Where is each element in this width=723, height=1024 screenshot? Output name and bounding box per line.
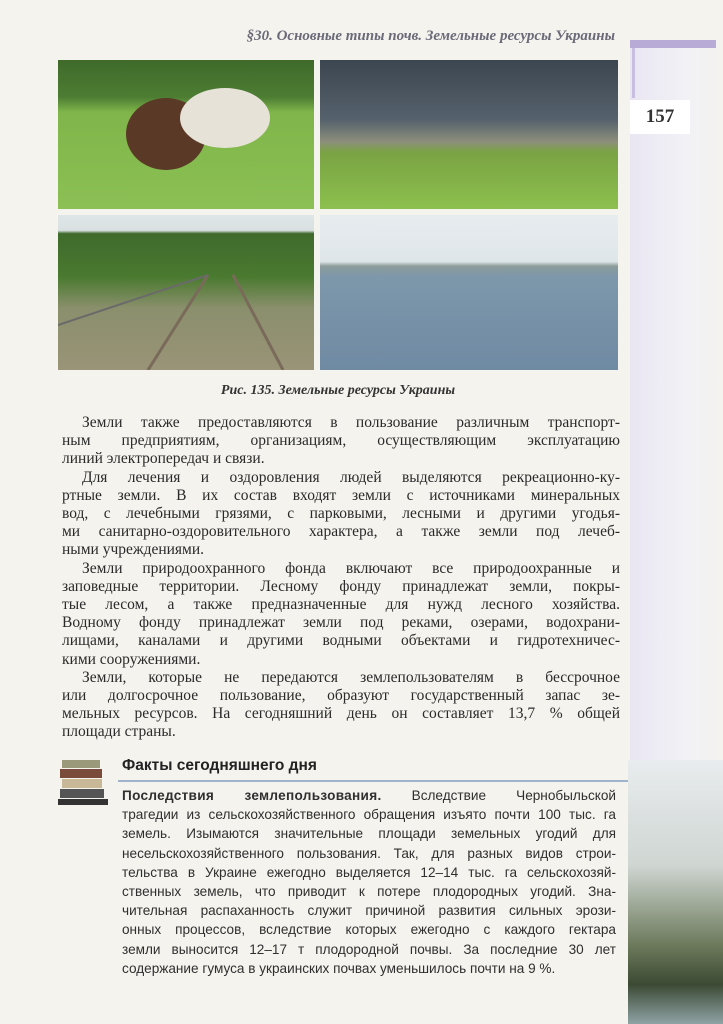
facts-lead: Последствия землепользования. — [122, 788, 382, 803]
text-line: земель. Изымаются значительные площади земельных угодий для — [122, 826, 616, 842]
text-line: тые лесом, а также предназначенные для нужд лесного хозяйства. — [62, 596, 620, 614]
facts-heading: Факты сегодняшнего дня — [122, 757, 317, 774]
text-line: заповедные территории. Лесному фонду принадлежат земли, покры- — [62, 577, 620, 595]
text-line: несельскохозяйственного пользования. Так, для разных видов строи- — [122, 845, 616, 861]
margin-band — [630, 40, 723, 760]
body-text — [62, 414, 620, 742]
books-icon — [58, 758, 110, 806]
text-line: мельных ресурсов. На сегодняшний день он составляет 13,7 % общей — [62, 705, 620, 723]
photo-field-haystacks — [320, 60, 618, 209]
text-line: ми санитарно-оздоровительного характера, а также земли под лечеб- — [62, 523, 620, 541]
text-line: ственных земель, что приводит к потере плодородных угодий. Зна- — [122, 884, 616, 900]
margin-accent-bar — [630, 40, 716, 48]
text-line: земли выносится 12–17 т плодородной почвы. За последние 30 лет — [122, 941, 616, 957]
text-line: Земли природоохранного фонда включают все природоохранные и — [82, 559, 620, 577]
text-line: онных процессов, вследствие которых ежегодно с каждого гектара — [122, 922, 616, 938]
text-line: тельства в Украине ежегодно выделяется 12–14 тыс. га сельскохозяй- — [122, 864, 616, 880]
text-line: ным предприятиям, организациям, осуществляющим эксплуатацию — [62, 432, 620, 450]
facts-text — [122, 786, 616, 978]
photo-waterfall-tree — [628, 760, 723, 1024]
margin-box — [632, 48, 715, 98]
facts-first-line — [122, 786, 616, 805]
text-line: площади страны. — [62, 723, 176, 741]
text-line: ртные земли. В их состав входят земли с источниками минеральных — [62, 486, 620, 504]
photo-railway — [58, 215, 314, 370]
text-line: Водному фонду принадлежат земли под реками, озерами, водохрани- — [62, 614, 620, 632]
text-line: Земли, которые не передаются землепользователям в бессрочное — [82, 668, 620, 686]
sheep-white — [180, 88, 270, 148]
text-line: кими сооружениями. — [62, 650, 201, 668]
text-line: Вследствие Чернобыльской — [381, 788, 616, 803]
text-line: Для лечения и оздоровления людей выделяются рекреационно-ку- — [82, 468, 620, 486]
text-line: Земли также предоставляются в пользование различным транспорт- — [82, 414, 620, 431]
text-line: содержание гумуса в украинских почвах уменьшилось почти на 9 %. — [122, 960, 556, 976]
figure-caption: Рис. 135. Земельные ресурсы Украины — [220, 383, 456, 398]
photo-sheep-pasture — [58, 60, 314, 209]
page-number: 157 — [630, 100, 690, 134]
text-line: или долгосрочное пользование, образуют государственный запас зе- — [62, 687, 620, 705]
running-head: §30. Основные типы почв. Земельные ресурсы Украины — [246, 28, 615, 44]
railway-tracks — [58, 215, 314, 370]
facts-divider — [118, 780, 628, 782]
text-line: линий электропередач и связи. — [62, 450, 265, 468]
text-line: лищами, каналами и другими водными объектами и гидротехничес- — [62, 632, 620, 650]
text-line: трагедии из сельскохозяйственного обращения изъято почти 100 тыс. га — [122, 807, 616, 823]
text-line: чительная распаханность служит причиной развития сильных эрози- — [122, 903, 616, 919]
text-line: вод, с лечебными грязями, с парковыми, лесными и другими угодья- — [62, 505, 620, 523]
photo-lake-seagulls — [320, 215, 618, 370]
text-line: ными учреждениями. — [62, 541, 205, 559]
